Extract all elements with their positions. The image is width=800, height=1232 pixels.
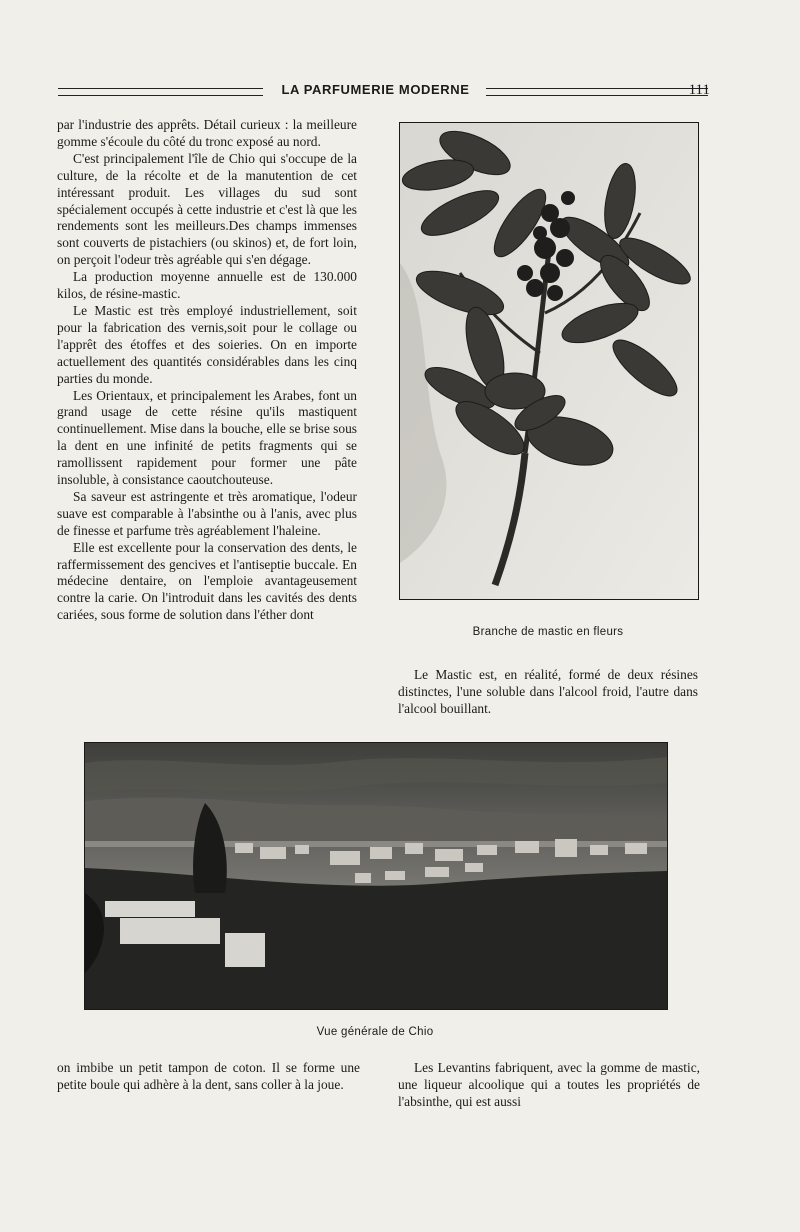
bottom-right-column [398,1060,700,1111]
plant-photo-caption: Branche de mastic en fleurs [472,626,624,638]
paragraph: Le Mastic est, en réalité, formé de deux résines distinctes, l'une soluble dans l'alcool froid, l'autre dans l'alcool bouillant. [398,667,698,716]
paragraph: Sa saveur est astringente et très aromatique, l'odeur suave est comparable à l'absinthe ou à l'anis, avec plus de finesse et parfume très agréablement l'haleine. [57,488,357,538]
mastic-branch-photo [399,122,699,600]
paragraph: Elle est excellente pour la conservation des dents, le raffermissement des gencives et l'antiseptie buccale. En médecine dentaire, on l'emploie avantageusement contre la carie. On l'introduit dans les cavités des dents cariées, sous forme de solution dans l'éther dont [57,539,357,623]
header-rule-left [58,88,263,96]
paragraph: Les Orientaux, et principalement les Arabes, font un grand usage de cette résine qu'ils mastiquent continuellement. Mise dans la bouche, elle se brise sous la dent en une infinité de petits fragments qui se ramollissent rapidement pour former une pâte insoluble, à consistance caoutchouteuse. [57,387,357,488]
journal-title: LA PARFUMERIE MODERNE [281,82,470,97]
paragraph: Le Mastic est très employé industriellement, soit pour la fabrication des vernis,soit pour le collage ou l'apprêt des étoffes et des soieries. On en importe actuellement des quantités considérables dans les cinq parties du monde. [57,302,357,386]
right-text-column [398,667,698,718]
paragraph: C'est principalement l'île de Chio qui s'occupe de la culture, de la récolte et de la manutention de cet intéressant produit. Les villages du sud sont spécialement occupés à cette industrie et c'est là que les rendements sont les meilleurs.Des champs immenses sont couverts de pistachiers (ou skinos) et, de fort loin, on perçoit l'odeur très agréable qui s'en dégage. [57,150,357,268]
running-header [58,80,710,104]
paragraph: La production moyenne annuelle est de 130.000 kilos, de résine-mastic. [57,269,357,302]
page-number: 111 [688,82,710,98]
landscape-photo-caption: Vue générale de Chio [316,1026,434,1038]
paragraph: on imbibe un petit tampon de coton. Il se forme une petite boule qui adhère à la dent, sans coller à la joue. [57,1060,360,1092]
left-text-column [57,117,357,624]
mastic-branch-illustration [400,123,698,599]
chio-landscape-photo [84,742,668,1010]
bottom-left-column [57,1060,360,1094]
chio-landscape-illustration [85,743,667,1009]
paragraph: par l'industrie des apprêts. Détail curieux : la meilleure gomme s'écoule du côté du tronc exposé au nord. [57,117,357,149]
paragraph: Les Levantins fabriquent, avec la gomme de mastic, une liqueur alcoolique qui a toutes les propriétés de l'absinthe, qui est aussi [398,1060,700,1109]
